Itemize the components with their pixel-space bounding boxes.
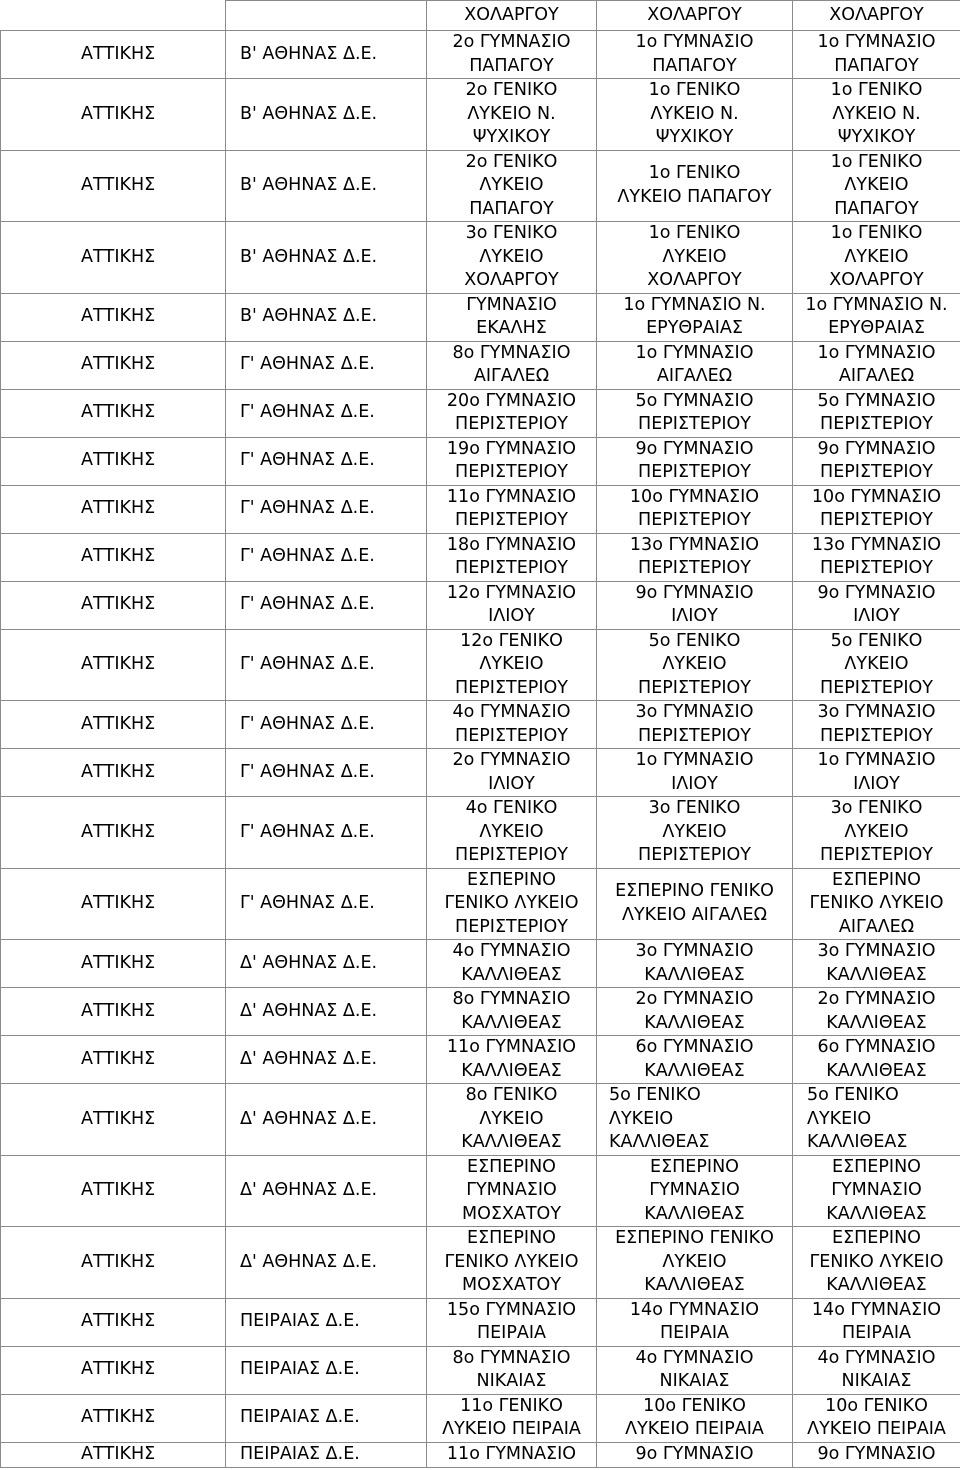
table-row xyxy=(1,1227,960,1299)
school-cell: 10ο ΓΥΜΝΑΣΙΟ ΠΕΡΙΣΤΕΡΙΟΥ xyxy=(793,485,960,533)
school-cell: ΕΣΠΕΡΙΝΟ ΓΕΝΙΚΟ ΛΥΚΕΙΟ ΠΕΡΙΣΤΕΡΙΟΥ xyxy=(427,868,597,940)
directorate-cell: ΠΕΙΡΑΙΑΣ Δ.Ε. xyxy=(226,1298,427,1346)
header-cell: ΧΟΛΑΡΓΟΥ xyxy=(793,1,960,31)
school-cell: 12ο ΓΥΜΝΑΣΙΟ ΙΛΙΟΥ xyxy=(427,581,597,629)
region-cell: ΑΤΤΙΚΗΣ xyxy=(1,1394,226,1442)
school-cell: ΕΣΠΕΡΙΝΟ ΓΕΝΙΚΟ ΛΥΚΕΙΟ ΑΙΓΑΛΕΩ xyxy=(597,868,793,940)
school-cell: 3ο ΓΥΜΝΑΣΙΟ ΚΑΛΛΙΘΕΑΣ xyxy=(597,940,793,988)
school-cell: 4ο ΓΥΜΝΑΣΙΟ ΝΙΚΑΙΑΣ xyxy=(597,1346,793,1394)
school-cell: ΕΣΠΕΡΙΝΟ ΓΕΝΙΚΟ ΛΥΚΕΙΟ ΑΙΓΑΛΕΩ xyxy=(793,868,960,940)
directorate-cell: Δ' ΑΘΗΝΑΣ Δ.Ε. xyxy=(226,988,427,1036)
directorate-cell: Γ' ΑΘΗΝΑΣ Δ.Ε. xyxy=(226,485,427,533)
region-cell: ΑΤΤΙΚΗΣ xyxy=(1,988,226,1036)
school-cell: 9ο ΓΥΜΝΑΣΙΟ ΙΛΙΟΥ xyxy=(597,581,793,629)
school-cell: 3ο ΓΥΜΝΑΣΙΟ ΚΑΛΛΙΘΕΑΣ xyxy=(793,940,960,988)
school-cell: 10ο ΓΕΝΙΚΟ ΛΥΚΕΙΟ ΠΕΙΡΑΙΑ xyxy=(793,1394,960,1442)
school-cell: 2ο ΓΥΜΝΑΣΙΟ ΠΑΠΑΓΟΥ xyxy=(427,31,597,79)
table-row xyxy=(1,581,960,629)
school-cell: 14ο ΓΥΜΝΑΣΙΟ ΠΕΙΡΑΙΑ xyxy=(597,1298,793,1346)
school-cell: 8ο ΓΥΜΝΑΣΙΟ ΑΙΓΑΛΕΩ xyxy=(427,341,597,389)
directorate-cell: Γ' ΑΘΗΝΑΣ Δ.Ε. xyxy=(226,341,427,389)
school-cell: 3ο ΓΕΝΙΚΟ ΛΥΚΕΙΟ ΠΕΡΙΣΤΕΡΙΟΥ xyxy=(793,797,960,869)
region-cell: ΑΤΤΙΚΗΣ xyxy=(1,1442,226,1467)
school-cell: 2ο ΓΥΜΝΑΣΙΟ ΚΑΛΛΙΘΕΑΣ xyxy=(793,988,960,1036)
school-cell: 1ο ΓΥΜΝΑΣΙΟ ΑΙΓΑΛΕΩ xyxy=(597,341,793,389)
school-cell: 11ο ΓΕΝΙΚΟ ΛΥΚΕΙΟ ΠΕΙΡΑΙΑ xyxy=(427,1394,597,1442)
region-cell: ΑΤΤΙΚΗΣ xyxy=(1,701,226,749)
directorate-cell: ΠΕΙΡΑΙΑΣ Δ.Ε. xyxy=(226,1442,427,1467)
header-blank-cell xyxy=(1,1,226,31)
school-cell: 1ο ΓΥΜΝΑΣΙΟ ΠΑΠΑΓΟΥ xyxy=(597,31,793,79)
directorate-cell: ΠΕΙΡΑΙΑΣ Δ.Ε. xyxy=(226,1346,427,1394)
directorate-cell: Δ' ΑΘΗΝΑΣ Δ.Ε. xyxy=(226,1227,427,1299)
school-cell: ΕΣΠΕΡΙΝΟ ΓΕΝΙΚΟ ΛΥΚΕΙΟ ΚΑΛΛΙΘΕΑΣ xyxy=(597,1227,793,1299)
directorate-cell: Β' ΑΘΗΝΑΣ Δ.Ε. xyxy=(226,31,427,79)
school-cell: 1ο ΓΕΝΙΚΟ ΛΥΚΕΙΟ ΠΑΠΑΓΟΥ xyxy=(597,150,793,222)
table-row xyxy=(1,79,960,151)
school-cell: 2ο ΓΕΝΙΚΟ ΛΥΚΕΙΟ Ν. ΨΥΧΙΚΟΥ xyxy=(427,79,597,151)
table-row xyxy=(1,749,960,797)
table-row xyxy=(1,1394,960,1442)
region-cell: ΑΤΤΙΚΗΣ xyxy=(1,1155,226,1227)
table-row xyxy=(1,988,960,1036)
region-cell: ΑΤΤΙΚΗΣ xyxy=(1,293,226,341)
school-cell: ΕΣΠΕΡΙΝΟ ΓΕΝΙΚΟ ΛΥΚΕΙΟ ΚΑΛΛΙΘΕΑΣ xyxy=(793,1227,960,1299)
region-cell: ΑΤΤΙΚΗΣ xyxy=(1,749,226,797)
region-cell: ΑΤΤΙΚΗΣ xyxy=(1,222,226,294)
header-cell: ΧΟΛΑΡΓΟΥ xyxy=(427,1,597,31)
school-cell: 10ο ΓΥΜΝΑΣΙΟ ΠΕΡΙΣΤΕΡΙΟΥ xyxy=(597,485,793,533)
school-cell: 2ο ΓΕΝΙΚΟ ΛΥΚΕΙΟ ΠΑΠΑΓΟΥ xyxy=(427,150,597,222)
school-cell: 1ο ΓΥΜΝΑΣΙΟ ΙΛΙΟΥ xyxy=(597,749,793,797)
header-blank-cell xyxy=(226,1,427,31)
school-cell: 8ο ΓΥΜΝΑΣΙΟ ΝΙΚΑΙΑΣ xyxy=(427,1346,597,1394)
table-row xyxy=(1,150,960,222)
table-row xyxy=(1,533,960,581)
directorate-cell: Γ' ΑΘΗΝΑΣ Δ.Ε. xyxy=(226,629,427,701)
school-cell: 10ο ΓΕΝΙΚΟ ΛΥΚΕΙΟ ΠΕΙΡΑΙΑ xyxy=(597,1394,793,1442)
school-cell: ΕΣΠΕΡΙΝΟ ΓΥΜΝΑΣΙΟ ΜΟΣΧΑΤΟΥ xyxy=(427,1155,597,1227)
school-cell: 5ο ΓΕΝΙΚΟ ΛΥΚΕΙΟ ΠΕΡΙΣΤΕΡΙΟΥ xyxy=(793,629,960,701)
directorate-cell: Γ' ΑΘΗΝΑΣ Δ.Ε. xyxy=(226,749,427,797)
table-row xyxy=(1,1346,960,1394)
school-cell: 15ο ΓΥΜΝΑΣΙΟ ΠΕΙΡΑΙΑ xyxy=(427,1298,597,1346)
region-cell: ΑΤΤΙΚΗΣ xyxy=(1,389,226,437)
region-cell: ΑΤΤΙΚΗΣ xyxy=(1,940,226,988)
region-cell: ΑΤΤΙΚΗΣ xyxy=(1,341,226,389)
school-cell: 1ο ΓΥΜΝΑΣΙΟ Ν. ΕΡΥΘΡΑΙΑΣ xyxy=(597,293,793,341)
school-cell: 1ο ΓΕΝΙΚΟ ΛΥΚΕΙΟ Ν. ΨΥΧΙΚΟΥ xyxy=(793,79,960,151)
school-cell: 13ο ΓΥΜΝΑΣΙΟ ΠΕΡΙΣΤΕΡΙΟΥ xyxy=(793,533,960,581)
directorate-cell: Γ' ΑΘΗΝΑΣ Δ.Ε. xyxy=(226,533,427,581)
school-cell: 9ο ΓΥΜΝΑΣΙΟ xyxy=(793,1442,960,1467)
table-row xyxy=(1,1036,960,1084)
table-row xyxy=(1,868,960,940)
table-row xyxy=(1,222,960,294)
directorate-cell: Β' ΑΘΗΝΑΣ Δ.Ε. xyxy=(226,150,427,222)
region-cell: ΑΤΤΙΚΗΣ xyxy=(1,1036,226,1084)
school-cell: 2ο ΓΥΜΝΑΣΙΟ ΙΛΙΟΥ xyxy=(427,749,597,797)
region-cell: ΑΤΤΙΚΗΣ xyxy=(1,485,226,533)
school-cell: 5ο ΓΕΝΙΚΟ ΛΥΚΕΙΟ ΠΕΡΙΣΤΕΡΙΟΥ xyxy=(597,629,793,701)
header-row xyxy=(1,1,960,31)
school-cell: 4ο ΓΥΜΝΑΣΙΟ ΝΙΚΑΙΑΣ xyxy=(793,1346,960,1394)
school-cell: 6ο ΓΥΜΝΑΣΙΟ ΚΑΛΛΙΘΕΑΣ xyxy=(793,1036,960,1084)
table-row xyxy=(1,1442,960,1467)
directorate-cell: Δ' ΑΘΗΝΑΣ Δ.Ε. xyxy=(226,940,427,988)
school-cell: 4ο ΓΕΝΙΚΟ ΛΥΚΕΙΟ ΠΕΡΙΣΤΕΡΙΟΥ xyxy=(427,797,597,869)
school-cell: 5ο ΓΥΜΝΑΣΙΟ ΠΕΡΙΣΤΕΡΙΟΥ xyxy=(597,389,793,437)
school-cell: 18ο ΓΥΜΝΑΣΙΟ ΠΕΡΙΣΤΕΡΙΟΥ xyxy=(427,533,597,581)
table-row xyxy=(1,701,960,749)
directorate-cell: Β' ΑΘΗΝΑΣ Δ.Ε. xyxy=(226,79,427,151)
table-row xyxy=(1,485,960,533)
table-row xyxy=(1,437,960,485)
school-cell: ΕΣΠΕΡΙΝΟ ΓΕΝΙΚΟ ΛΥΚΕΙΟ ΜΟΣΧΑΤΟΥ xyxy=(427,1227,597,1299)
school-cell: 4ο ΓΥΜΝΑΣΙΟ ΚΑΛΛΙΘΕΑΣ xyxy=(427,940,597,988)
directorate-cell: Δ' ΑΘΗΝΑΣ Δ.Ε. xyxy=(226,1155,427,1227)
region-cell: ΑΤΤΙΚΗΣ xyxy=(1,629,226,701)
directorate-cell: Γ' ΑΘΗΝΑΣ Δ.Ε. xyxy=(226,701,427,749)
region-cell: ΑΤΤΙΚΗΣ xyxy=(1,150,226,222)
table-row xyxy=(1,1084,960,1156)
school-cell: 1ο ΓΥΜΝΑΣΙΟ ΑΙΓΑΛΕΩ xyxy=(793,341,960,389)
school-cell: 1ο ΓΕΝΙΚΟ ΛΥΚΕΙΟ ΧΟΛΑΡΓΟΥ xyxy=(597,222,793,294)
school-cell: 3ο ΓΕΝΙΚΟ ΛΥΚΕΙΟ ΠΕΡΙΣΤΕΡΙΟΥ xyxy=(597,797,793,869)
school-cell: 3ο ΓΥΜΝΑΣΙΟ ΠΕΡΙΣΤΕΡΙΟΥ xyxy=(597,701,793,749)
region-cell: ΑΤΤΙΚΗΣ xyxy=(1,437,226,485)
school-cell: 3ο ΓΥΜΝΑΣΙΟ ΠΕΡΙΣΤΕΡΙΟΥ xyxy=(793,701,960,749)
school-cell: ΓΥΜΝΑΣΙΟ ΕΚΑΛΗΣ xyxy=(427,293,597,341)
school-cell: 5ο ΓΥΜΝΑΣΙΟ ΠΕΡΙΣΤΕΡΙΟΥ xyxy=(793,389,960,437)
region-cell: ΑΤΤΙΚΗΣ xyxy=(1,1346,226,1394)
school-cell: 1ο ΓΕΝΙΚΟ ΛΥΚΕΙΟ ΠΑΠΑΓΟΥ xyxy=(793,150,960,222)
directorate-cell: Γ' ΑΘΗΝΑΣ Δ.Ε. xyxy=(226,868,427,940)
table-row xyxy=(1,293,960,341)
directorate-cell: ΠΕΙΡΑΙΑΣ Δ.Ε. xyxy=(226,1394,427,1442)
school-cell: 1ο ΓΥΜΝΑΣΙΟ ΠΑΠΑΓΟΥ xyxy=(793,31,960,79)
school-cell: 3ο ΓΕΝΙΚΟ ΛΥΚΕΙΟ ΧΟΛΑΡΓΟΥ xyxy=(427,222,597,294)
region-cell: ΑΤΤΙΚΗΣ xyxy=(1,79,226,151)
directorate-cell: Γ' ΑΘΗΝΑΣ Δ.Ε. xyxy=(226,389,427,437)
school-cell: 14ο ΓΥΜΝΑΣΙΟ ΠΕΙΡΑΙΑ xyxy=(793,1298,960,1346)
directorate-cell: Γ' ΑΘΗΝΑΣ Δ.Ε. xyxy=(226,437,427,485)
school-cell: 11ο ΓΥΜΝΑΣΙΟ ΚΑΛΛΙΘΕΑΣ xyxy=(427,1036,597,1084)
school-cell: 6ο ΓΥΜΝΑΣΙΟ ΚΑΛΛΙΘΕΑΣ xyxy=(597,1036,793,1084)
school-cell: 1ο ΓΕΝΙΚΟ ΛΥΚΕΙΟ Ν. ΨΥΧΙΚΟΥ xyxy=(597,79,793,151)
header-cell: ΧΟΛΑΡΓΟΥ xyxy=(597,1,793,31)
school-cell: 20ο ΓΥΜΝΑΣΙΟ ΠΕΡΙΣΤΕΡΙΟΥ xyxy=(427,389,597,437)
table-row xyxy=(1,797,960,869)
table-row xyxy=(1,1298,960,1346)
directorate-cell: Γ' ΑΘΗΝΑΣ Δ.Ε. xyxy=(226,797,427,869)
school-cell: 8ο ΓΥΜΝΑΣΙΟ ΚΑΛΛΙΘΕΑΣ xyxy=(427,988,597,1036)
table-row xyxy=(1,341,960,389)
table-row xyxy=(1,31,960,79)
directorate-cell: Β' ΑΘΗΝΑΣ Δ.Ε. xyxy=(226,293,427,341)
region-cell: ΑΤΤΙΚΗΣ xyxy=(1,1298,226,1346)
region-cell: ΑΤΤΙΚΗΣ xyxy=(1,797,226,869)
school-cell: ΕΣΠΕΡΙΝΟ ΓΥΜΝΑΣΙΟ ΚΑΛΛΙΘΕΑΣ xyxy=(793,1155,960,1227)
school-cell: 4ο ΓΥΜΝΑΣΙΟ ΠΕΡΙΣΤΕΡΙΟΥ xyxy=(427,701,597,749)
table-row xyxy=(1,940,960,988)
school-cell: 9ο ΓΥΜΝΑΣΙΟ xyxy=(597,1442,793,1467)
school-cell: 19ο ΓΥΜΝΑΣΙΟ ΠΕΡΙΣΤΕΡΙΟΥ xyxy=(427,437,597,485)
region-cell: ΑΤΤΙΚΗΣ xyxy=(1,533,226,581)
region-cell: ΑΤΤΙΚΗΣ xyxy=(1,581,226,629)
school-cell: 13ο ΓΥΜΝΑΣΙΟ ΠΕΡΙΣΤΕΡΙΟΥ xyxy=(597,533,793,581)
school-cell: ΕΣΠΕΡΙΝΟ ΓΥΜΝΑΣΙΟ ΚΑΛΛΙΘΕΑΣ xyxy=(597,1155,793,1227)
directorate-cell: Β' ΑΘΗΝΑΣ Δ.Ε. xyxy=(226,222,427,294)
school-cell: 5ο ΓΕΝΙΚΟ ΛΥΚΕΙΟ ΚΑΛΛΙΘΕΑΣ xyxy=(793,1084,960,1156)
school-cell: 1ο ΓΕΝΙΚΟ ΛΥΚΕΙΟ ΧΟΛΑΡΓΟΥ xyxy=(793,222,960,294)
region-cell: ΑΤΤΙΚΗΣ xyxy=(1,1227,226,1299)
directorate-cell: Δ' ΑΘΗΝΑΣ Δ.Ε. xyxy=(226,1036,427,1084)
school-cell: 8ο ΓΕΝΙΚΟ ΛΥΚΕΙΟ ΚΑΛΛΙΘΕΑΣ xyxy=(427,1084,597,1156)
school-cell: 11ο ΓΥΜΝΑΣΙΟ xyxy=(427,1442,597,1467)
region-cell: ΑΤΤΙΚΗΣ xyxy=(1,868,226,940)
table-row xyxy=(1,629,960,701)
directorate-cell: Γ' ΑΘΗΝΑΣ Δ.Ε. xyxy=(226,581,427,629)
school-cell: 12ο ΓΕΝΙΚΟ ΛΥΚΕΙΟ ΠΕΡΙΣΤΕΡΙΟΥ xyxy=(427,629,597,701)
school-cell: 5ο ΓΕΝΙΚΟ ΛΥΚΕΙΟ ΚΑΛΛΙΘΕΑΣ xyxy=(597,1084,793,1156)
school-cell: 11ο ΓΥΜΝΑΣΙΟ ΠΕΡΙΣΤΕΡΙΟΥ xyxy=(427,485,597,533)
school-cell: 1ο ΓΥΜΝΑΣΙΟ Ν. ΕΡΥΘΡΑΙΑΣ xyxy=(793,293,960,341)
school-cell: 9ο ΓΥΜΝΑΣΙΟ ΙΛΙΟΥ xyxy=(793,581,960,629)
region-cell: ΑΤΤΙΚΗΣ xyxy=(1,1084,226,1156)
school-cell: 9ο ΓΥΜΝΑΣΙΟ ΠΕΡΙΣΤΕΡΙΟΥ xyxy=(597,437,793,485)
table-row xyxy=(1,389,960,437)
school-cell: 9ο ΓΥΜΝΑΣΙΟ ΠΕΡΙΣΤΕΡΙΟΥ xyxy=(793,437,960,485)
school-cell: 1ο ΓΥΜΝΑΣΙΟ ΙΛΙΟΥ xyxy=(793,749,960,797)
region-cell: ΑΤΤΙΚΗΣ xyxy=(1,31,226,79)
school-cell: 2ο ΓΥΜΝΑΣΙΟ ΚΑΛΛΙΘΕΑΣ xyxy=(597,988,793,1036)
table-row xyxy=(1,1155,960,1227)
directorate-cell: Δ' ΑΘΗΝΑΣ Δ.Ε. xyxy=(226,1084,427,1156)
